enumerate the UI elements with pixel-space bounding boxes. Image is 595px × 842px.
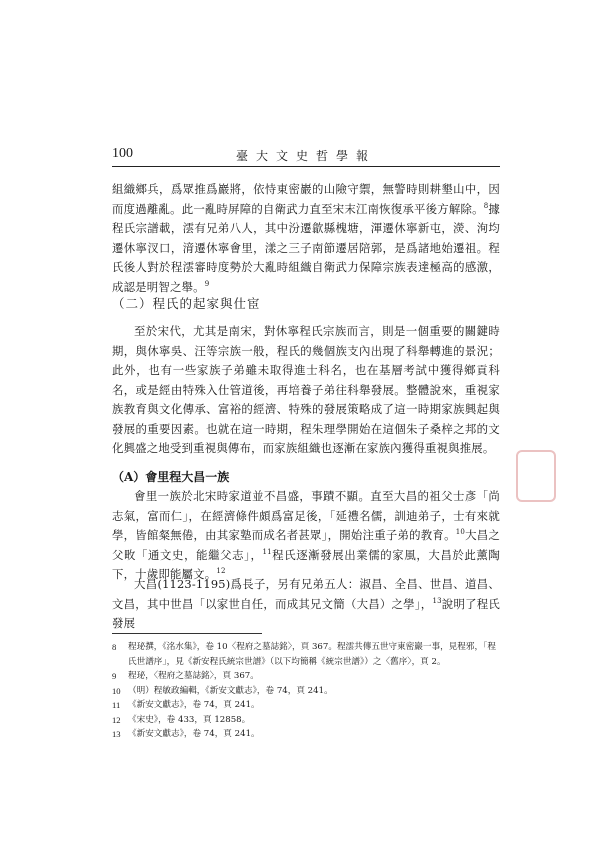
footnote-ref-9[interactable]: 9 bbox=[204, 279, 210, 288]
paragraph-3: 會里一族於北宋時家道並不昌盛，事蹟不顯。直至大昌的祖父士彥「尚志氣，富而仁」，在經濟條件頗爲富足後，「延禮名儒，訓迪弟子，士有來就學，皆館粲無倦，由其家塾而成名者甚眾」，開始注重子弟的教育。$^{10}$大昌之父畋「通文史，能繼父志」，$^{11}$程氏逐漸發展出業儒的家風，大昌於此薰陶下，十歲即能屬文。$^{12}$ bbox=[112, 489, 500, 581]
footnote-12: 12 《宋史》，卷 433，頁 12858。 bbox=[112, 714, 251, 725]
footnote-ref-8[interactable]: 8 bbox=[483, 201, 489, 210]
footnote-10: 10 （明）程敏政編輯，《新安文獻志》，卷 74，頁 241。 bbox=[112, 685, 333, 696]
paragraph-2: 至於宋代，尤其是南宋，對休寧程氏宗族而言，則是一個重要的關鍵時期，與休寧吳、汪等宗族一般，程氏的幾個族支內出現了科舉轉進的景況；此外，也有一些家族子弟雖未取得進士科名，也在基層考試中獲得鄉貢科名，或是經由特殊入仕管道後，再培養子弟往科舉發展。整體說來，重視家族教育與文化傳承、富裕的經濟、特殊的發展策略成了這一時期家族興起與發展的重要因素。也就在這一時期，程朱理學開始在這個朱子桑梓之邦的文化興盛之地受到重視與傳布，而家族組織也逐漸在家族內獲得重視與推展。 bbox=[112, 324, 500, 455]
seal-icon bbox=[516, 450, 556, 502]
paragraph-1: 組織鄉兵，爲眾推爲巖將，依恃東密巖的山險守禦，無警時則耕墾山中，因而度過離亂。此一亂時屏障的自衛武力直至宋末江南恢復承平後方解除。$^8$據程氏宗譜載，澐有兄弟八人，其中汾遷歙縣槐塘，渾遷休寧新屯，濙、洵均遷休寧汊口，湇遷休寧會里，漾之三子南節遷居陪郭，是爲諸地始遷祖。程氏後人對於程澐審時度勢於大亂時組織自衛武力保障宗族表達極高的感激，成認是明智之舉。$^9$ bbox=[112, 182, 501, 294]
footnotes bbox=[112, 640, 500, 742]
header-rule bbox=[112, 166, 500, 167]
footnote-ref-13[interactable]: 13 bbox=[432, 596, 442, 605]
footnote-rule bbox=[112, 633, 262, 634]
footnote-ref-10[interactable]: 10 bbox=[455, 528, 466, 537]
journal-title: 臺大文史哲學報 bbox=[235, 149, 376, 163]
page-number: 100 bbox=[112, 146, 133, 161]
section-heading: （二）程氏的起家與仕宦 bbox=[112, 296, 261, 311]
paragraph-4: 大昌(1123-1195)爲長子，另有兄弟五人：淑昌、全昌、世昌、道昌、文昌，其中世昌「以家世自任，而成其兄文簡（大昌）之學」，$^{13}$說明了程氏發展 bbox=[112, 577, 500, 630]
footnote-ref-11[interactable]: 11 bbox=[262, 547, 272, 556]
footnote-13: 13 《新安文獻志》，卷 74，頁 241。 bbox=[112, 729, 260, 739]
page-header bbox=[112, 146, 500, 162]
footnote-ref-12[interactable]: 12 bbox=[216, 567, 226, 576]
footnote-9: 9 程珌，〈程府之墓誌銘〉，頁 367。 bbox=[112, 671, 259, 681]
footnote-11: 11 《新安文獻志》，卷 74，頁 241。 bbox=[112, 700, 260, 710]
subheading: （A）會里程大昌一族 bbox=[112, 470, 230, 484]
footnote-8: 8 程珌撰，《洺水集》，卷 10〈程府之墓誌銘〉，頁 367。程澐共傳五世守東密巖一事，見程邪，「程氏世譜序」，見《新安程氏統宗世譜》（以下均簡稱《統宗世譜》）之〈舊序〉，頁 2。 bbox=[112, 642, 496, 667]
